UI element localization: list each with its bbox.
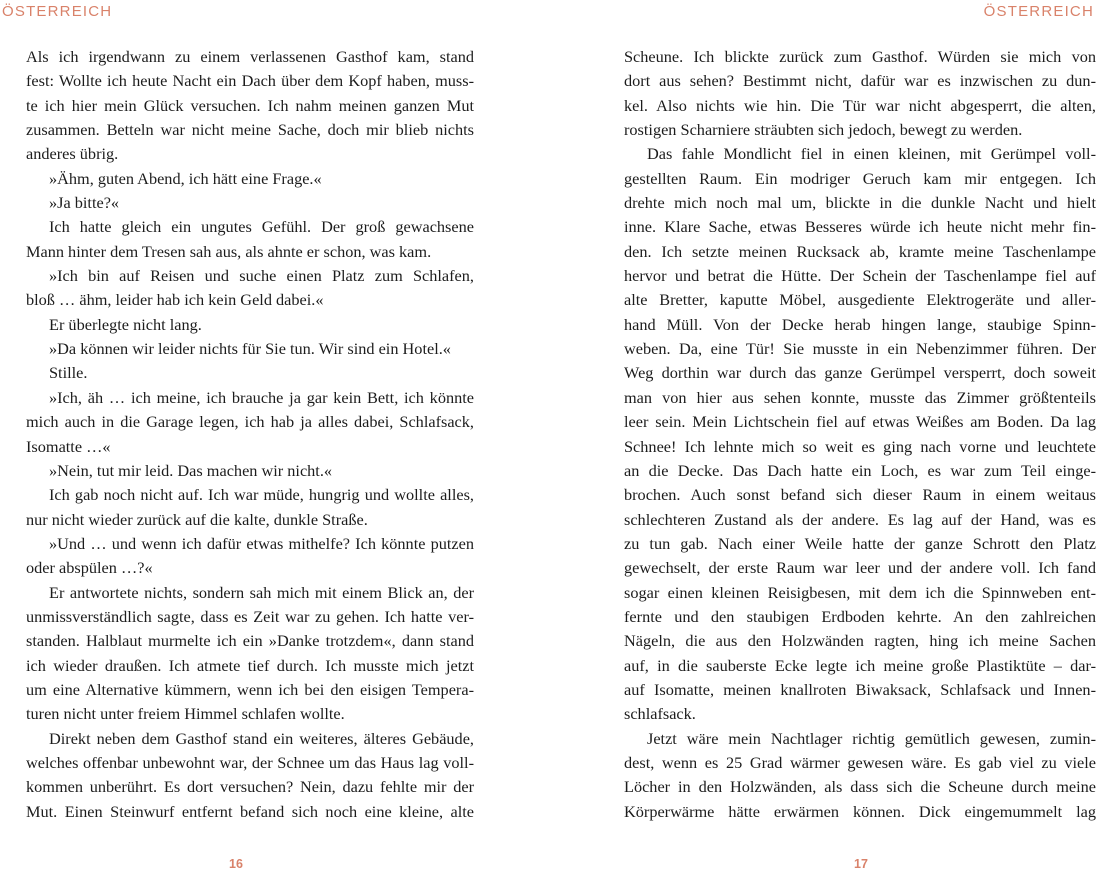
text-line: Er überlegte nicht lang. [49,314,202,334]
text-line: zu tun gab. Nach einer Weile hatte der ganze Schrott den Platz [624,533,1096,553]
text-line: kommen unberührt. Es dort versuchen? Nein, dazu fehlte mir der [26,777,474,797]
text-line: »Nein, tut mir leid. Das machen wir nicht.« [49,460,333,480]
text-line: »Ich, äh … ich meine, ich brauche ja gar kein Bett, ich könnte [49,387,474,407]
running-head-right: ÖSTERREICH [983,3,1094,20]
text-line: Mann hinter dem Tresen sah aus, als ahnte er schon, was kam. [26,241,432,261]
text-line: Isomatte …« [26,436,111,456]
text-line: leer sein. Mein Lichtschein fiel auf etwas Weißes am Boden. Da lag [624,412,1096,432]
text-line: dort aus sehen? Bestimmt nicht, dafür war es inzwischen zu dun- [624,71,1096,91]
text-line: te ich hier mein Glück versuchen. Ich nahm meinen ganzen Mut [26,95,474,115]
text-line: Direkt neben dem Gasthof stand ein weiteres, älteres Gebäude, [49,728,474,748]
text-line: den. Ich setzte meinen Rucksack ab, kramte meine Taschenlampe [624,241,1096,261]
text-line: Jetzt wäre mein Nachtlager richtig gemütlich gewesen, zumin- [647,728,1096,748]
text-line: fest: Wollte ich heute Nacht ein Dach über dem Kopf haben, muss- [26,71,474,91]
text-line: Schnee! Ich lehnte mich so weit es ging nach vorne und leuchtete [624,436,1096,456]
text-line: gewechselt, der erste Raum war leer und der andere voll. Ich fand [624,558,1096,578]
text-line: Löcher in den Holzwänden, als dass sich die Scheune durch meine [624,777,1096,797]
text-line: »Ähm, guten Abend, ich hätt eine Frage.« [49,168,322,188]
page-number-left: 16 [229,857,243,871]
text-line: Körperwärme hätte erwärmen können. Dick eingemummelt lag [624,801,1096,821]
text-line: »Ich bin auf Reisen und suche einen Platz zum Schlafen, [49,266,474,286]
text-line: kel. Also nichts wie hin. Die Tür war nicht abgesperrt, die alten, [624,95,1096,115]
text-line: um eine Alternative kümmern, wenn ich bei den eisigen Tempera- [26,679,474,699]
text-line: standen. Halblaut murmelte ich ein »Danke trotzdem«, dann stand [26,631,474,651]
text-line: »Und … und wenn ich dafür etwas mithelfe? Ich könnte putzen [49,533,474,553]
text-line: inne. Klare Sache, etwas Besseres würde ich heute nicht mehr fin- [624,217,1096,237]
text-line: turen nicht unter freiem Himmel schlafen wollte. [26,704,345,724]
text-line: gestellten Raum. Ein modriger Geruch kam mir entgegen. Ich [624,168,1096,188]
text-line: »Ja bitte?« [49,193,120,213]
text-line: Stille. [49,363,88,383]
right-page-text [624,45,1096,824]
left-page-text [26,45,474,824]
text-line: hervor und betrat die Hütte. Der Schein der Taschenlampe fiel auf [624,266,1096,286]
text-line: Nägeln, die aus den Holzwänden ragten, hing ich meine Sachen [624,631,1096,651]
page-number-right: 17 [854,857,868,871]
text-line: Er antwortete nichts, sondern sah mich mit einem Blick an, der [49,582,474,602]
text-line: Das fahle Mondlicht fiel in einen kleinen, mit Gerümpel voll- [647,144,1096,164]
text-line: auf Isomatte, meinen knallroten Biwaksack, Schlafsack und Innen- [624,679,1096,699]
text-line: fernte und den staubigen Erdboden kehrte. An den zahlreichen [624,606,1096,626]
text-line: ich wieder draußen. Ich atmete tief durch. Ich musste mich jetzt [26,655,474,675]
text-line: Als ich irgendwann zu einem verlassenen Gasthof kam, stand [26,47,474,66]
text-line: bloß … ähm, leider hab ich kein Geld dabei.« [26,290,324,310]
text-line: Ich gab noch nicht auf. Ich war müde, hungrig und wollte alles, [49,485,474,505]
text-line: dest, wenn es 25 Grad wärmer gewesen wäre. Es gab viel zu viele [624,752,1096,772]
text-line: mich auch in die Garage legen, ich hab ja alles dabei, Schlafsack, [26,412,474,432]
text-line: hand Müll. Von der Decke herab hingen lange, staubige Spinn- [624,314,1096,334]
text-line: auf, in die sauberste Ecke legte ich meine große Plastiktüte – dar- [624,655,1096,675]
text-line: man von hier aus sehen konnte, musste das Zimmer größtenteils [624,387,1096,407]
text-line: an die Decke. Das Dach hatte ein Loch, es war zum Teil einge- [624,460,1096,480]
text-line: alte Bretter, kaputte Möbel, ausgediente Elektrogeräte und aller- [624,290,1096,310]
running-head-left: ÖSTERREICH [2,3,113,20]
text-line: drehte mich noch mal um, blickte in die dunkle Nacht und hielt [624,193,1096,213]
text-line: Weg dorthin war durch das ganze Gerümpel versperrt, doch soweit [624,363,1096,383]
text-line: weben. Da, eine Tür! Sie musste in ein Nebenzimmer führen. Der [624,339,1096,359]
text-line: rostigen Scharniere sträubten sich jedoch, bewegt zu werden. [624,120,1023,140]
text-line: nur nicht wieder zurück auf die kalte, dunkle Straße. [26,509,368,529]
text-line: Ich hatte gleich ein ungutes Gefühl. Der groß gewachsene [49,217,474,237]
text-line: oder abspülen …?« [26,558,153,578]
text-line: brochen. Auch sonst befand sich dieser Raum in einem weitaus [624,485,1096,505]
text-line: zusammen. Betteln war nicht meine Sache, doch mir blieb nichts [26,120,474,140]
text-line: unmissverständlich sagte, dass es Zeit war zu gehen. Ich hatte ver- [26,606,474,626]
text-line: schlafsack. [624,704,696,724]
text-line: sogar einen kleinen Reisigbesen, mit dem ich die Spinnweben ent- [624,582,1096,602]
text-line: Scheune. Ich blickte zurück zum Gasthof. Würden sie mich von [624,47,1096,66]
text-line: welches offenbar unbewohnt war, der Schnee um das Haus lag voll- [26,752,474,772]
text-line: »Da können wir leider nichts für Sie tun. Wir sind ein Hotel.« [49,339,451,359]
text-line: anderes übrig. [26,144,119,164]
text-line: Mut. Einen Steinwurf entfernt befand sich noch eine kleine, alte [26,801,474,821]
text-line: schlechteren Zustand als der andere. Es lag auf der Hand, was es [624,509,1096,529]
